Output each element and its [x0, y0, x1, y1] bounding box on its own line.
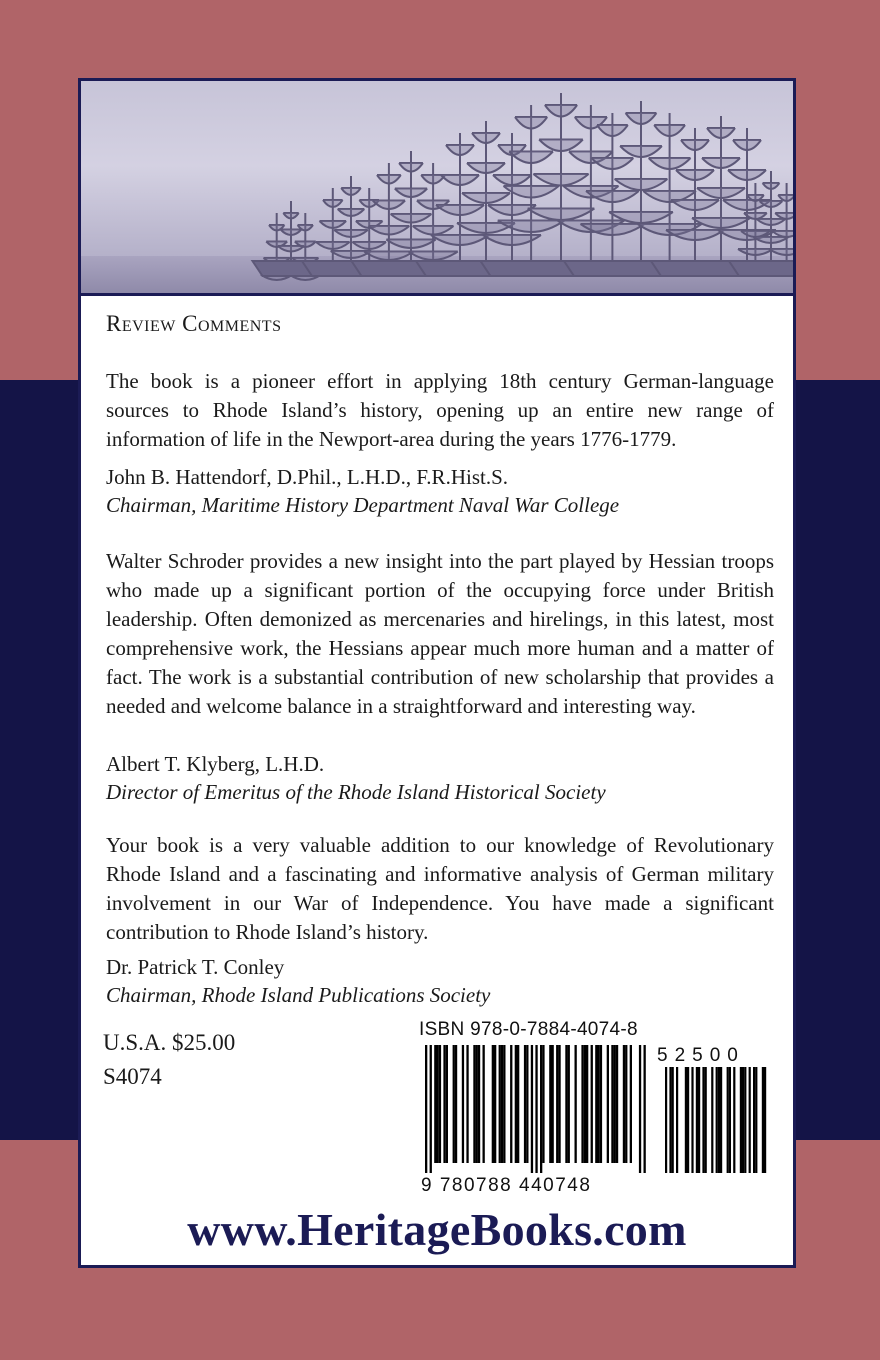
ship-sail [352, 242, 386, 249]
review-quote-2: Walter Schroder provides a new insight into the part played by Hessian troops who made up a significant portion of the occupying force under British leadership. Often demonized as mercenaries and hirelings, in this latest, most comprehensive work, the Hessians appear much more human and a matter of fact. The work is a substantial contribution of new scholarship that provides a needed and welcome balance in a straightforward and interesting way. [106, 549, 774, 718]
review-heading: Review Comments [106, 311, 282, 336]
barcode-bar [565, 1045, 567, 1163]
ship-sail [615, 179, 668, 190]
ship-sail [446, 145, 474, 155]
isbn-label: ISBN 978-0-7884-4074-8 [419, 1019, 638, 1040]
ship-sail [649, 158, 691, 169]
barcode-bar [568, 1045, 570, 1163]
barcode-bar [611, 1045, 613, 1163]
ship-sail [738, 249, 773, 255]
ship-sail [373, 201, 405, 210]
barcode-bar [542, 1045, 544, 1163]
ship-sail [509, 152, 553, 164]
reviewer-title-2: Director of Emeritus of the Rhode Island Historical Society [106, 780, 606, 804]
ships-drawing [81, 81, 793, 293]
reviewer-name-1: John B. Hattendorf, D.Phil., L.H.D., F.R.Hist.S. [106, 465, 509, 489]
reviewer-title-3: Chairman, Rhode Island Publications Society [106, 983, 491, 1007]
ship-sail [754, 237, 789, 243]
price-label: U.S.A. $25.00 [103, 1030, 236, 1055]
barcode-bar [586, 1045, 588, 1163]
barcode-bar [499, 1045, 501, 1163]
ship-sail [377, 175, 401, 184]
barcode-bar [430, 1045, 432, 1173]
barcode-bar [616, 1045, 618, 1163]
barcode-addon-bar [669, 1067, 671, 1173]
ship-sail [320, 221, 347, 228]
barcode-bar [446, 1045, 448, 1163]
barcode-bar [575, 1045, 577, 1163]
ship-sail [334, 230, 368, 237]
barcode-bar [483, 1045, 485, 1163]
ship-sail [707, 128, 735, 138]
barcode-addon-bar [687, 1067, 689, 1173]
ship-sail [431, 235, 489, 245]
back-cover-panel [78, 78, 796, 1268]
ship-sail [676, 170, 714, 180]
barcode-bar [614, 1045, 616, 1163]
reviewer-name-3: Dr. Patrick T. Conley [106, 955, 285, 979]
review-quote-3: Your book is a very valuable addition to our knowledge of Revolutionary Rhode Island and a fascinating and informative analysis of German military involvement in our War of Independence. You have made a significant contribution to Rhode Island’s history. [106, 833, 774, 944]
barcode-bar [595, 1045, 597, 1163]
ship-sail [515, 117, 547, 129]
barcode-addon-bar [749, 1067, 751, 1173]
ship-sail [283, 213, 298, 219]
ship-sail [528, 209, 595, 221]
barcode-bar [478, 1045, 480, 1163]
ship-sail [728, 170, 766, 180]
ship-sail [592, 158, 634, 169]
barcode-bar [639, 1045, 641, 1173]
barcode-bar [494, 1045, 496, 1163]
barcode-bar [531, 1045, 533, 1173]
ship-sail [323, 200, 343, 207]
barcode-bar [581, 1045, 583, 1163]
barcode-bar [524, 1045, 526, 1163]
barcode-bars [419, 1045, 771, 1177]
barcode-addon-bar [733, 1067, 735, 1173]
barcode-bar [584, 1045, 586, 1163]
barcode-addon-bar [702, 1067, 704, 1173]
ship-sail [733, 140, 761, 150]
barcode-price-code: 52500 [657, 1045, 745, 1066]
ship-sail [757, 219, 786, 225]
ship-sail [654, 125, 685, 136]
tall-ships-illustration [81, 81, 793, 296]
barcode-addon-bar [676, 1067, 678, 1173]
ship-hull [729, 261, 793, 276]
barcode-bar [549, 1045, 551, 1163]
barcode-addon-bar [744, 1067, 746, 1173]
barcode-bar [630, 1045, 632, 1163]
publisher-website[interactable]: www.HeritageBooks.com [187, 1204, 687, 1255]
barcode-addon-bar [716, 1067, 718, 1173]
ship-sail [467, 163, 505, 173]
barcode-bar [437, 1045, 439, 1163]
barcode-addon-bar [665, 1067, 667, 1173]
barcode-bar [607, 1045, 609, 1163]
ship-sail [666, 230, 724, 240]
ship-sail [399, 163, 423, 172]
barcode-bar [535, 1045, 537, 1173]
ship-sail [338, 209, 365, 216]
barcode-bar [439, 1045, 441, 1163]
ship-sail [395, 189, 427, 198]
ship-sail [769, 249, 793, 255]
barcode-addon-bar [742, 1067, 744, 1173]
ship-sail [763, 183, 780, 189]
barcode-bar [600, 1045, 602, 1163]
ship-sail [539, 140, 583, 152]
barcode-addon-bar [727, 1067, 729, 1173]
review-quote-1: The book is a pioneer effort in applying 18th century German-language sources to Rhode Island’s history, opening up an entire new range of information of life in the Newport-area during the years 1776-1779. [106, 369, 774, 451]
reviewer-name-2: Albert T. Klyberg, L.H.D. [106, 752, 325, 776]
barcode-addon-bar [762, 1067, 764, 1173]
barcode-bar [453, 1045, 455, 1163]
ship-sail [586, 191, 639, 202]
barcode-bar [476, 1045, 478, 1163]
barcode-bar [598, 1045, 600, 1163]
barcode-bar [515, 1045, 517, 1163]
barcode-bar [552, 1045, 554, 1163]
barcode-addon-bar [705, 1067, 707, 1173]
barcode-addon-bar [698, 1067, 700, 1173]
ship-sail [498, 221, 565, 233]
barcode-bar [443, 1045, 445, 1163]
stock-code: S4074 [103, 1064, 162, 1089]
ship-sail [281, 230, 302, 236]
barcode-bar [623, 1045, 625, 1163]
barcode-addon-bar [685, 1067, 687, 1173]
barcode-bar [625, 1045, 627, 1163]
barcode-bar [434, 1045, 436, 1163]
ship-sail [533, 174, 588, 186]
ship-sail [692, 218, 750, 228]
ship-sail [493, 175, 531, 185]
ship-sail [545, 105, 577, 117]
barcode-addon-bar [711, 1067, 713, 1173]
barcode-addon-bar [764, 1067, 766, 1173]
barcode-bar [644, 1045, 646, 1173]
ship-sail [681, 140, 709, 150]
ship-sail [278, 246, 304, 252]
ship-sail [697, 188, 745, 198]
ship-sail [702, 158, 740, 168]
ship-sail [413, 226, 454, 235]
ship-sail [441, 175, 479, 185]
ship-sail [391, 214, 432, 223]
ship-sail [620, 146, 662, 157]
ean-digits: 9 780788 440748 [421, 1175, 592, 1196]
barcode-bar [556, 1045, 558, 1163]
barcode-addon-bar [753, 1067, 755, 1173]
ship-sail [671, 200, 719, 210]
barcode-bar [473, 1045, 475, 1163]
barcode-bar [501, 1045, 503, 1163]
barcode-bar [517, 1045, 519, 1163]
isbn-barcode [419, 1019, 771, 1199]
ship-sail [626, 113, 657, 124]
barcode-bar [425, 1045, 427, 1173]
ship-sail [597, 125, 628, 136]
ship-sail [386, 240, 435, 249]
ship-sail [369, 226, 410, 235]
barcode-bar [591, 1045, 593, 1163]
barcode-addon-bar [720, 1067, 722, 1173]
barcode-bar [526, 1045, 528, 1163]
barcode-bar [503, 1045, 505, 1163]
ship-sail [462, 193, 510, 203]
ship-sail [341, 188, 361, 195]
barcode-bar [558, 1045, 560, 1163]
ship-sail [483, 235, 541, 245]
barcode-bar [462, 1045, 464, 1163]
barcode-bar [455, 1045, 457, 1163]
barcode-addon-bar [672, 1067, 674, 1173]
barcode-addon-bar [696, 1067, 698, 1173]
barcode-addon-bar [755, 1067, 757, 1173]
ship-sail [436, 205, 484, 215]
barcode-addon-bar [729, 1067, 731, 1173]
barcode-addon-bar [691, 1067, 693, 1173]
ship-sail [316, 242, 350, 249]
reviewer-title-1: Chairman, Maritime History Department Naval War College [106, 493, 620, 517]
barcode-bar [492, 1045, 494, 1163]
barcode-addon-bar [718, 1067, 720, 1173]
barcode-bar [466, 1045, 468, 1163]
ship-sail [472, 133, 500, 143]
barcode-addon-bar [740, 1067, 742, 1173]
barcode-bar [510, 1045, 512, 1163]
barcode-bar [540, 1045, 542, 1173]
